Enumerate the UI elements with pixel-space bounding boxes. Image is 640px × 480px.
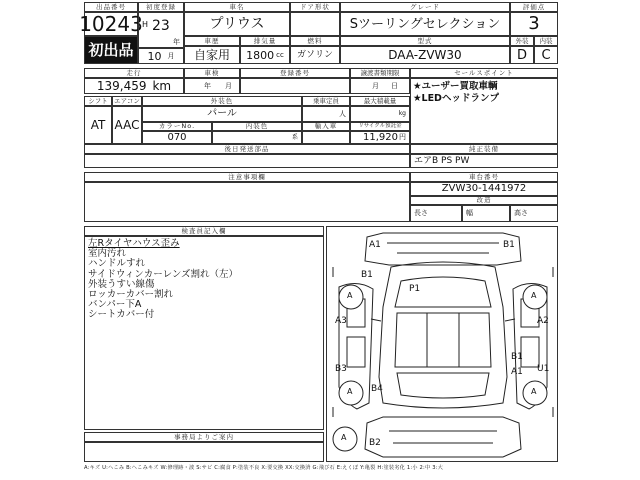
int-label: 内装 xyxy=(534,36,558,46)
usage-label: 車歴 xyxy=(184,36,240,46)
recycle-fee xyxy=(350,131,410,144)
recycle-fee-value: 11,920 xyxy=(363,131,398,143)
equipment: エアB PS PW xyxy=(410,154,558,168)
damage-legend: A:キズ U:へこみ B:へこみキズ W:修理跡・波 S:サビ C:腐食 P:塗装不良 X:要交換 XX:交換済 G:飛び石 E:えくぼ Y:亀裂 H:塗装劣化 1:小 2:中 3:大 xyxy=(84,465,444,471)
month-unit: 月 xyxy=(167,51,175,60)
import-flag xyxy=(302,131,350,144)
parts-later xyxy=(84,154,410,168)
ext-label: 外装 xyxy=(510,36,534,46)
sales-point-1: ★ユーザー買取車輌 xyxy=(413,81,498,92)
inspection-item: 室内汚れ xyxy=(88,248,127,260)
office-notice xyxy=(84,442,324,462)
color-label: 外装色 xyxy=(142,96,302,106)
first-registration-month xyxy=(138,48,184,64)
sales-points xyxy=(410,78,558,144)
office-notice-label: 事務局よりご案内 xyxy=(84,432,324,442)
year-unit: 年 xyxy=(173,38,180,46)
doc-deadline xyxy=(350,78,410,94)
plate-number xyxy=(240,78,350,94)
inspection-items xyxy=(88,239,238,321)
damage-label: A xyxy=(347,387,353,396)
interior-color xyxy=(212,131,302,144)
score: 3 xyxy=(510,12,558,36)
damage-label: A xyxy=(531,291,537,300)
inspection-label: 車検 xyxy=(184,68,240,78)
color: パール xyxy=(142,106,302,122)
doc-day-unit: 日 xyxy=(391,81,398,90)
usage: 自家用 xyxy=(184,46,240,64)
chassis-label: 車台番号 xyxy=(410,172,558,182)
yen-unit: 円 xyxy=(399,133,406,141)
length-label: 長さ xyxy=(414,209,428,217)
ext-grade: D xyxy=(510,46,534,64)
height-label: 高さ xyxy=(514,209,528,217)
car-name: プリウス xyxy=(184,12,290,36)
fuel-label: 燃料 xyxy=(290,36,340,46)
load xyxy=(350,106,410,122)
era: H xyxy=(142,20,149,29)
score-label: 評価点 xyxy=(510,2,558,12)
grade-label: グレード xyxy=(340,2,510,12)
inspection-item: バンパー下A xyxy=(88,299,142,311)
inspection-year-unit: 年 xyxy=(204,81,211,90)
recycle-fee-label: リサイクル預託金 xyxy=(350,122,410,131)
cc-unit: cc xyxy=(276,50,284,59)
damage-label: B3 xyxy=(335,364,347,374)
doc-month-unit: 月 xyxy=(372,81,379,90)
sales-points-label: セールスポイント xyxy=(410,68,558,78)
damage-label: B1 xyxy=(361,270,373,280)
damage-label: B1 xyxy=(511,352,523,362)
damage-label: B2 xyxy=(369,438,381,448)
inspector-notes xyxy=(84,236,324,430)
inspection-month-unit: 月 xyxy=(225,81,232,90)
width xyxy=(462,205,510,222)
lot-number: 10243 xyxy=(79,12,143,36)
color-number: 070 xyxy=(142,131,212,144)
plate-label: 登録番号 xyxy=(240,68,350,78)
modified-label: 改造 xyxy=(410,196,558,205)
inspector-notes-label: 検査員記入欄 xyxy=(84,226,324,236)
inspection-item: ロッカーカバー割れ xyxy=(88,289,174,301)
damage-label: A xyxy=(341,433,347,442)
inspection-item: シートカバー付 xyxy=(88,309,155,321)
sales-point-2: ★LEDヘッドランプ xyxy=(413,92,499,104)
notes xyxy=(84,182,410,222)
mileage xyxy=(84,78,184,94)
length xyxy=(410,205,462,222)
interior-color-unit: 系 xyxy=(291,133,298,141)
capacity xyxy=(302,106,350,122)
month: 10 xyxy=(147,49,162,63)
int-grade: C xyxy=(534,46,558,64)
damage-label: U1 xyxy=(537,364,550,374)
equipment-label: 純正装備 xyxy=(410,144,558,154)
car-name-label: 車名 xyxy=(184,2,290,12)
fuel: ガソリン xyxy=(290,46,340,64)
damage-label: A3 xyxy=(335,316,347,326)
shift: AT xyxy=(84,106,112,144)
damage-label: A1 xyxy=(511,367,523,377)
load-unit: kg xyxy=(398,110,406,117)
inspection-item: サイドウィンカーレンズ割れ（左） xyxy=(88,268,239,280)
first-reg-label: 初度登録 xyxy=(138,2,184,12)
year: 23 xyxy=(152,18,170,34)
mileage-value: 139,459 xyxy=(96,79,147,93)
displacement-value: 1800 xyxy=(246,48,275,62)
air-conditioner: AAC xyxy=(112,106,142,144)
first-registration-year xyxy=(138,12,184,48)
damage-label: A2 xyxy=(537,316,549,326)
damage-label: B4 xyxy=(371,384,383,394)
lot-no-label: 出品番号 xyxy=(84,2,138,12)
ac-label: エアコン xyxy=(112,96,142,106)
inspection-date xyxy=(184,78,240,94)
capacity-unit: 人 xyxy=(339,109,346,118)
shift-label: シフト xyxy=(84,96,112,106)
mileage-label: 走行 xyxy=(84,68,184,78)
grade: Sツーリングセレクション xyxy=(340,12,510,36)
mileage-unit: km xyxy=(152,79,172,93)
capacity-label: 乗車定員 xyxy=(302,96,350,106)
notes-label: 注意事項欄 xyxy=(84,172,410,182)
first-listing-badge: 初出品 xyxy=(84,36,138,64)
door-label: ドア形状 xyxy=(290,2,340,12)
car-outline-diagram xyxy=(327,227,559,463)
damage-label: A1 xyxy=(369,240,381,250)
displacement xyxy=(240,46,290,64)
model-label: 型式 xyxy=(340,36,510,46)
door-value xyxy=(290,12,340,36)
damage-label: P1 xyxy=(409,284,421,294)
model: DAA-ZVW30 xyxy=(340,46,510,64)
chassis-number: ZVW30-1441972 xyxy=(410,182,558,196)
doc-deadline-label: 譲渡書類期限 xyxy=(350,68,410,78)
interior-color-label: 内装色 xyxy=(212,122,302,131)
height xyxy=(510,205,558,222)
color-no-label: カラーNo. xyxy=(142,122,212,131)
parts-later-label: 後日発送部品 xyxy=(84,144,410,154)
displacement-label: 排気量 xyxy=(240,36,290,46)
damage-diagram xyxy=(326,226,558,462)
damage-label: A xyxy=(347,291,353,300)
damage-label: B1 xyxy=(503,240,515,250)
import-label: 輸入車 xyxy=(302,122,350,131)
width-label: 幅 xyxy=(466,209,473,217)
damage-label: A xyxy=(531,387,537,396)
inspection-item: ハンドルすれ xyxy=(88,258,146,270)
inspection-item: 左Rタイヤハウス歪み xyxy=(88,238,180,249)
load-label: 最大積載量 xyxy=(350,96,410,106)
inspection-item: 外装うすい線傷 xyxy=(88,278,155,290)
